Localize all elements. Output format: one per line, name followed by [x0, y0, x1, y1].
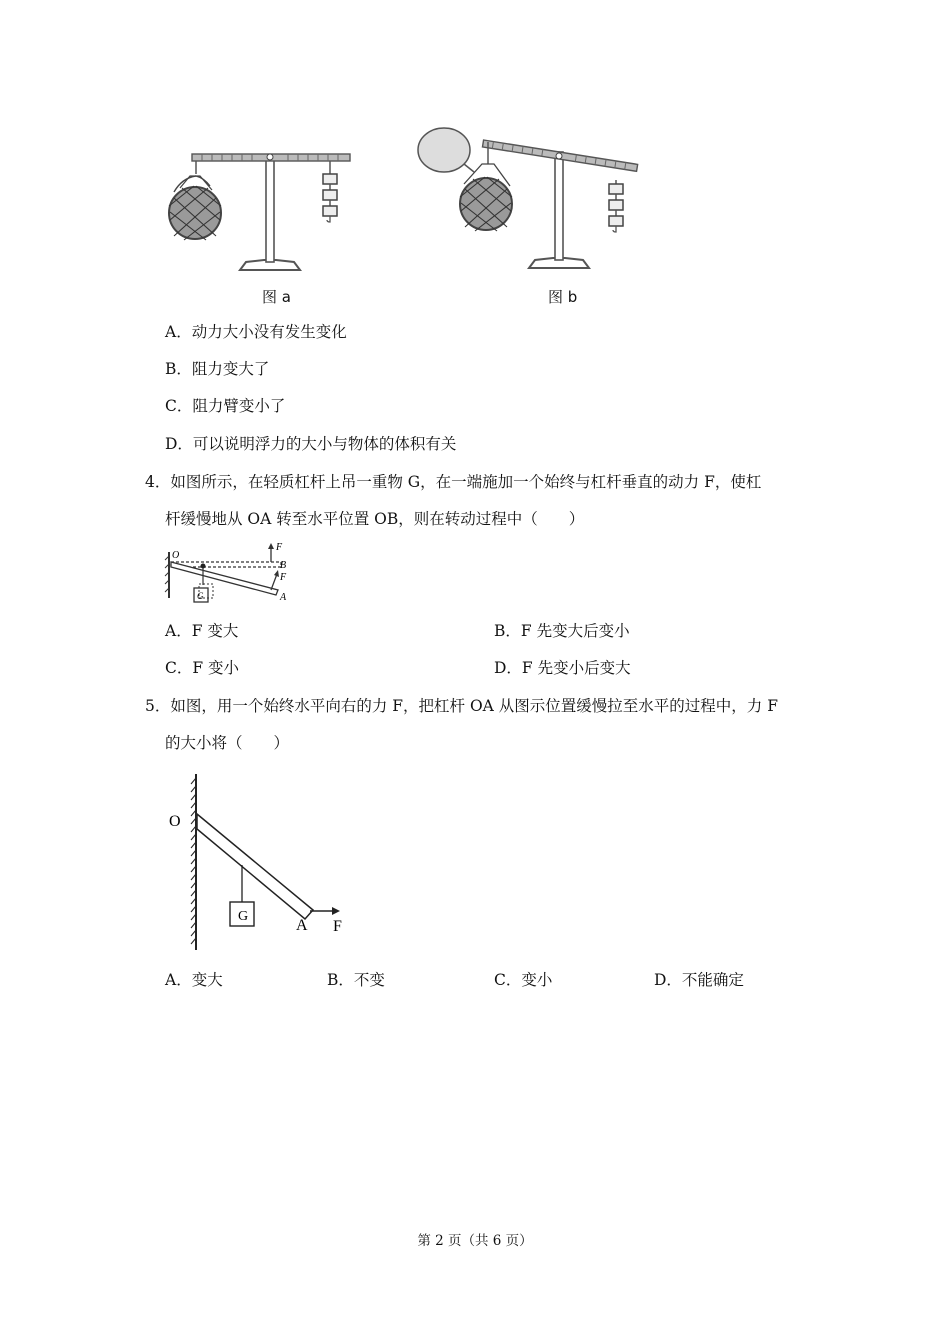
- q4-label-f-end: F: [280, 572, 287, 583]
- q4-label-o: O: [172, 550, 180, 561]
- q5-stem-line1: 5．如图，用一个始终水平向右的力 F，把杠杆 OA 从图示位置缓慢拉至水平的过程中，力 F: [145, 697, 778, 715]
- q5-option-d: D．不能确定: [654, 971, 744, 989]
- q3-option-c: C．阻力臂变小了: [165, 397, 286, 415]
- figure-a: [160, 140, 360, 280]
- q4-option-b: B．F 先变大后变小: [494, 622, 630, 640]
- q5-label-f: F: [333, 918, 342, 935]
- q5-option-b: B．不变: [327, 971, 385, 989]
- q4-label-b: B: [280, 560, 287, 571]
- q3-option-d: D．可以说明浮力的大小与物体的体积有关: [165, 435, 457, 453]
- figure-b: [414, 124, 644, 274]
- q4-figure: [163, 540, 293, 612]
- q4-option-a: A．F 变大: [165, 622, 239, 640]
- q3-option-a: A．动力大小没有发生变化: [165, 323, 347, 341]
- q5-label-a: A: [296, 917, 308, 934]
- q5-stem-line2: 的大小将（ ）: [165, 734, 290, 752]
- q5-label-g: G: [238, 909, 249, 924]
- q4-option-d: D．F 先变小后变大: [494, 659, 631, 677]
- q5-option-c: C．变小: [494, 971, 553, 989]
- q4-label-f-top: F: [276, 542, 283, 553]
- q4-label-g: G: [197, 591, 204, 601]
- page-footer: 第 2 页（共 6 页）: [417, 1233, 533, 1249]
- figure-b-caption: 图 b: [548, 288, 578, 306]
- q5-option-a: A．变大: [165, 971, 223, 989]
- q4-stem-line1: 4．如图所示，在轻质杠杆上吊一重物 G，在一端施加一个始终与杠杆垂直的动力 F，使杠: [145, 473, 762, 491]
- q4-stem-line2: 杆缓慢地从 OA 转至水平位置 OB，则在转动过程中（ ）: [165, 510, 585, 528]
- q4-label-a: A: [280, 592, 287, 603]
- q5-label-o: O: [169, 813, 181, 830]
- q4-option-c: C．F 变小: [165, 659, 240, 677]
- figure-a-caption: 图 a: [262, 288, 291, 306]
- q3-option-b: B．阻力变大了: [165, 360, 270, 378]
- q5-figure: [160, 770, 360, 955]
